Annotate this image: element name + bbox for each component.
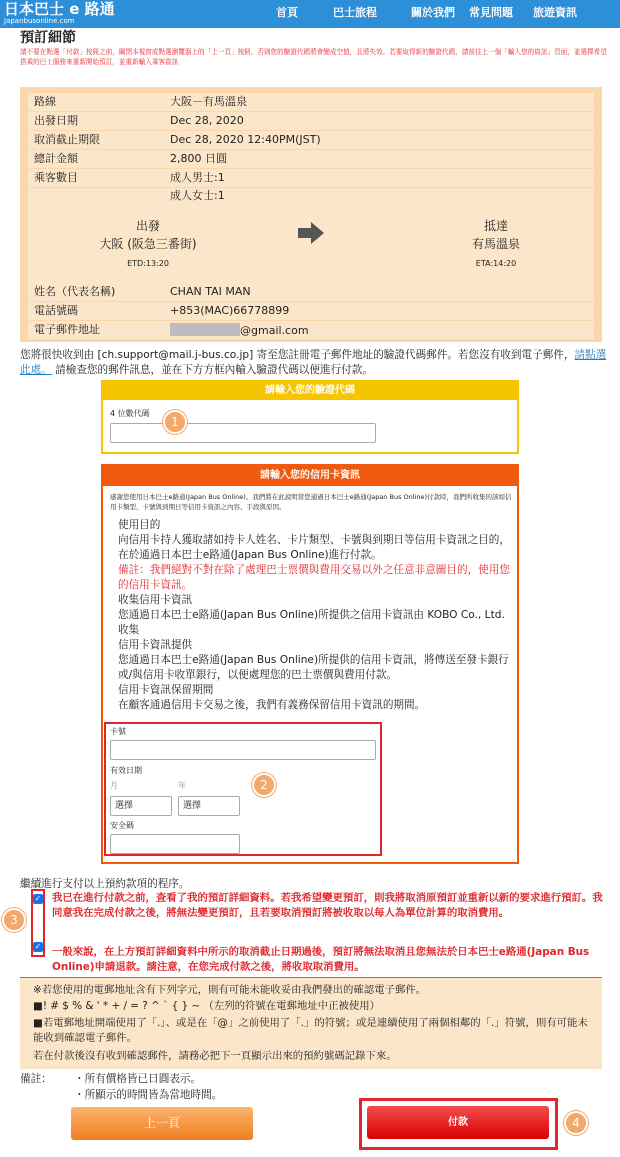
site-header xyxy=(0,0,620,28)
month-label: 月 xyxy=(110,781,118,790)
route-row xyxy=(28,93,594,111)
verification-info xyxy=(20,348,610,378)
credit-card-policy xyxy=(118,518,513,713)
back-button[interactable]: 上一頁 xyxy=(71,1107,253,1140)
route-label: 路線 xyxy=(34,95,56,108)
name-row xyxy=(28,283,594,301)
phone-label: 電話號碼 xyxy=(34,304,78,317)
security-code-input[interactable] xyxy=(110,834,240,854)
page-title: 預訂細節 xyxy=(20,30,76,46)
arrival-place: 有馬溫泉 xyxy=(471,237,520,251)
total-row xyxy=(28,150,594,168)
credit-card-title: 請輸入您的信用卡資訊 xyxy=(103,466,517,486)
info-text-2: 請檢查您的郵件訊息，並在下方方框內輸入驗證代碼以便進行付款。 xyxy=(51,364,373,376)
card-number-label: 卡號 xyxy=(110,727,126,736)
provide-heading: 信用卡資訊提供 xyxy=(118,639,193,651)
credit-card-intro: 感謝您使用日本巴士e路通(Japan Bus Online)。我們將在此說明當您通過日本巴士e路通(Japan Bus Online)付款時，我們所收集的該如信用卡類型、卡號與到期日等信用卡資訊之內容、手段與原因。 xyxy=(110,493,512,511)
pay-button[interactable]: 付款 xyxy=(367,1106,549,1139)
nav-about-us[interactable]: 關於我們 xyxy=(411,6,455,19)
step-marker-1: 1 xyxy=(163,410,187,434)
provide-text: 您通過日本巴士e路通(Japan Bus Online)所提供的信用卡資訊，將傳送至發卡銀行或/與信用卡收單銀行，以便處理您的巴士票價與費用付款。 xyxy=(118,654,509,681)
verification-code-input[interactable] xyxy=(110,423,376,443)
redacted-email xyxy=(170,323,240,336)
passenger-female: 成人女士:1 xyxy=(170,189,225,202)
arrow-right-icon xyxy=(298,222,324,244)
email-domain: @gmail.com xyxy=(240,324,309,337)
remarks-label: 備註： xyxy=(20,1073,52,1085)
resend-email-link[interactable]: 請點選此處。 xyxy=(20,349,607,376)
nav-home[interactable]: 首頁 xyxy=(276,6,298,19)
notice-line-3: ■若電郵地址開端使用了「.」、或是在「@」之前使用了「.」的符號；或是連續使用了兩個相鄰的「.」符號，則有可能未能收到確認電子郵件。 xyxy=(33,1017,588,1044)
remark-2: ・所顯示的時間皆為當地時間。 xyxy=(74,1089,223,1101)
retention-heading: 信用卡資訊保留期間 xyxy=(118,684,214,696)
year-label: 年 xyxy=(178,781,186,790)
info-text-1: 您將很快收到由 [ch.support@mail.j-bus.co.jp] 寄至您註冊電子郵件地址的驗證代碼郵件。若您沒有收到電子郵件， xyxy=(20,349,575,361)
passenger-row xyxy=(28,169,594,187)
notice-line-2: ■! # $ % & ' * + / = ? ^ ` { } ~ （左列的符號在電郵地址中正被使用） xyxy=(33,1000,381,1012)
expiry-year-select[interactable]: 選擇 xyxy=(178,796,240,816)
total-label: 總計金額 xyxy=(34,152,78,165)
cancel-deadline-row xyxy=(28,131,594,149)
site-logo-subtitle: Japanbusonline.com xyxy=(4,17,75,25)
email-row xyxy=(28,321,594,339)
terms-intro: 繼續進行支付以上預約款項的程序。 xyxy=(20,878,190,890)
security-code-label: 安全碼 xyxy=(110,821,134,830)
departure-place: 大阪 (阪急三番街) xyxy=(99,237,197,251)
phone-row xyxy=(28,302,594,320)
arrival-time: ETA:14:20 xyxy=(475,259,517,268)
passenger-male: 成人男士:1 xyxy=(170,171,225,184)
email-label: 電子郵件地址 xyxy=(34,323,100,336)
notice-line-4: 若在付款後沒有收到確認郵件，請務必把下一頁顯示出來的預約號碼記錄下來。 xyxy=(33,1050,397,1062)
route-summary xyxy=(28,204,594,290)
cancel-deadline-label: 取消截止期限 xyxy=(34,133,100,146)
collect-heading: 收集信用卡資訊 xyxy=(118,594,193,606)
code-label: 4 位數代碼 xyxy=(110,409,150,418)
terms-checkbox-2[interactable]: ✓ xyxy=(34,942,42,951)
name-value: CHAN TAI MAN xyxy=(170,285,251,298)
passenger-label: 乘客數目 xyxy=(34,171,78,184)
card-number-input[interactable] xyxy=(110,740,376,760)
site-logo[interactable]: 日本巴士 e 路通 xyxy=(4,0,115,18)
step-marker-4: 4 xyxy=(564,1111,588,1135)
route-value: 大阪－有馬溫泉 xyxy=(170,95,247,108)
name-label: 姓名（代表名稱) xyxy=(34,285,116,298)
phone-value: +853(MAC)66778899 xyxy=(170,304,290,317)
collect-text: 您通過日本巴士e路通(Japan Bus Online)所提供之信用卡資訊由 KOBO Co., Ltd. 收集 xyxy=(118,609,505,636)
terms-checkbox-1[interactable]: ✓ xyxy=(34,894,42,903)
card-fields-highlight xyxy=(104,722,382,856)
verification-title: 請輸入您的驗證代碼 xyxy=(103,382,517,400)
term-text-2: 一般來說，在上方預訂詳細資料中所示的取消截止日期過後，預訂將無法取消且您無法於日本巴士e路通(Japan Bus Online)申請退款。請注意，在您完成付款之後，將收取取消費用。 xyxy=(52,946,590,973)
step-marker-2: 2 xyxy=(252,773,276,797)
term-text-1: 我已在進行付款之前，查看了我的預訂詳細資料。若我希望變更預訂，則我將取消原預訂並重新以新的要求進行預訂。我同意我在完成付款之後，將無法變更預訂，且若要取消預訂將被收取以每人為單位計算的取消費用。 xyxy=(52,892,603,919)
date-label: 出發日期 xyxy=(34,114,78,127)
retention-text: 在顧客通過信用卡交易之後，我們有義務保留信用卡資訊的期間。 xyxy=(118,699,426,711)
warning-text: 請不要在點選「付款」按鈕之前，關閉本視窗或點選瀏覽器上的「上一頁」按鈕，否則您的驗證代碼將會變成空值，且將失效。若要取得新的驗證代碼，請前往上一個「輸入您的資訊」頁面，並選擇希望搭乘的巴士服務來重新開始預訂，並重新輸入乘客資訊 xyxy=(20,48,607,66)
remark-1: ・所有價格皆已日圓表示。 xyxy=(74,1073,202,1085)
cancel-deadline-value: Dec 28, 2020 12:40PM(JST) xyxy=(170,133,321,146)
expiry-month-select[interactable]: 選擇 xyxy=(110,796,172,816)
nav-faq[interactable]: 常見問題 xyxy=(469,6,513,19)
purpose-text: 向信用卡持人獲取諸如持卡人姓名、卡片類型、卡號與到期日等信用卡資訊之目的，在於通過日本巴士e路通(Japan Bus Online)進行付款。 xyxy=(118,534,510,561)
checkbox-highlight xyxy=(31,889,45,957)
arrival-label: 抵達 xyxy=(483,219,508,233)
passenger-row-2 xyxy=(28,188,594,204)
date-row xyxy=(28,112,594,130)
total-value: 2,800 日圓 xyxy=(170,152,227,165)
departure-label: 出發 xyxy=(135,219,160,233)
step-marker-3: 3 xyxy=(2,908,26,932)
departure-time: ETD:13:20 xyxy=(127,259,169,268)
policy-note: 備註：我們絕對不對在除了處理巴士票價與費用交易以外之任意非意圖目的，使用您的信用卡資訊。 xyxy=(118,564,510,591)
date-value: Dec 28, 2020 xyxy=(170,114,244,127)
notice-line-1: ※若您使用的電郵地址含有下列字元，則有可能未能收妥由我們發出的確認電子郵件。 xyxy=(33,984,427,996)
booking-details xyxy=(20,87,602,342)
expiry-label: 有效日期 xyxy=(110,766,142,775)
email-notice xyxy=(20,977,602,1069)
nav-bus-trips[interactable]: 巴士旅程 xyxy=(333,6,377,19)
purpose-heading: 使用目的 xyxy=(118,519,161,531)
nav-travel-info[interactable]: 旅遊資訊 xyxy=(533,6,577,19)
email-value xyxy=(170,323,309,338)
